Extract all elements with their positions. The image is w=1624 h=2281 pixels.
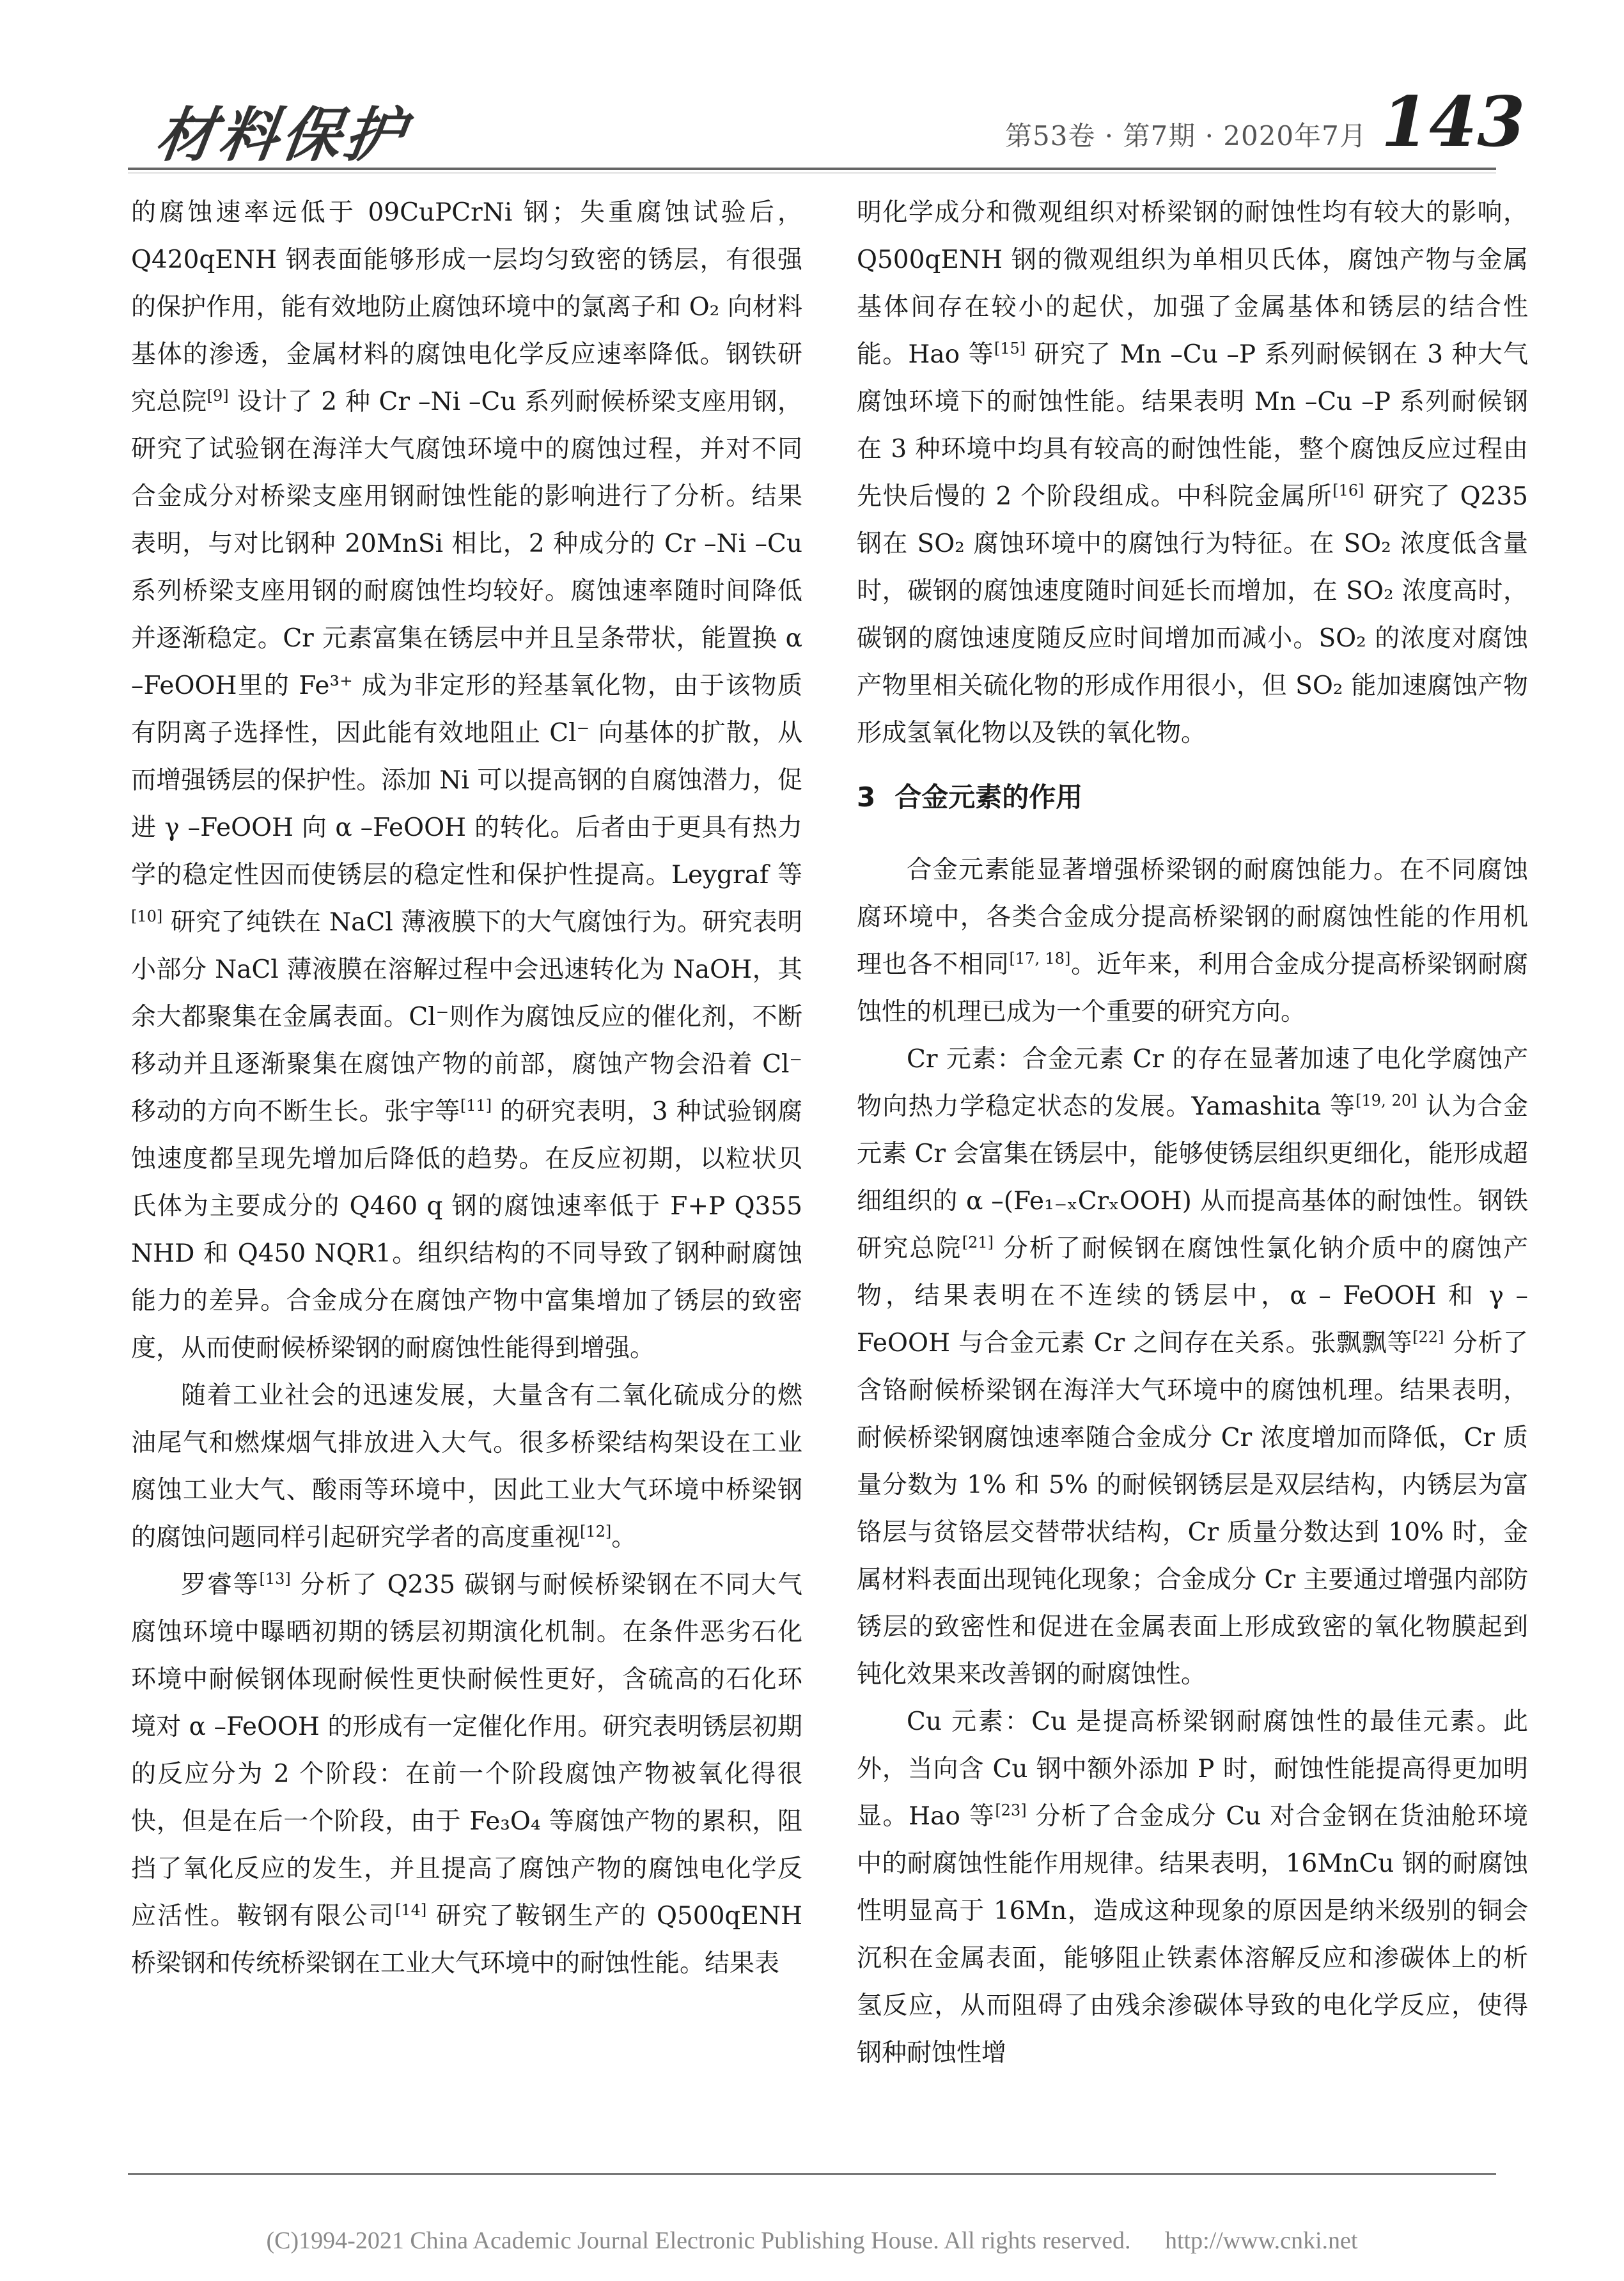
journal-logo: 材料保护	[152, 101, 412, 169]
citation[interactable]: [23]	[995, 1801, 1027, 1819]
citation[interactable]: [16]	[1332, 482, 1364, 499]
section-heading	[857, 774, 1528, 821]
page-footer	[0, 2227, 1624, 2255]
issue-info: 第53卷 · 第7期 · 2020年7月	[1005, 120, 1367, 152]
paragraph: 的腐蚀速率远低于 09CuPCrNi 钢；失重腐蚀试验后，Q420qENH 钢表面能够形成一层均匀致密的锈层，有很强的保护作用，能有效地防止腐蚀环境中的氯离子和 O₂ 向材料基体的渗透，金属材料的腐蚀电化学反应速率降低。钢铁研究总院[9] 设计了 2 种 Cr –Ni –Cu 系列耐候桥梁支座用钢，研究了试验钢在海洋大气腐蚀环境中的腐蚀过程，并对不同合金成分对桥梁支座用钢耐蚀性能的影响进行了分析。结果表明，与对比钢种 20MnSi 相比，2 种成分的 Cr –Ni –Cu 系列桥梁支座用钢的耐腐蚀性均较好。腐蚀速率随时间降低并逐渐稳定。Cr 元素富集在锈层中并且呈条带状，能置换 α –FeOOH里的 Fe³⁺ 成为非定形的羟基氧化物，由于该物质有阴离子选择性，因此能有效地阻止 Cl⁻ 向基体的扩散，从而增强锈层的保护性。添加 Ni 可以提高钢的自腐蚀潜力，促进 γ –FeOOH 向 α –FeOOH 的转化。后者由于更具有热力学的稳定性因而使锈层的稳定性和保护性提高。Leygraf 等[10] 研究了纯铁在 NaCl 薄液膜下的大气腐蚀行为。研究表明小部分 NaCl 薄液膜在溶解过程中会迅速转化为 NaOH，其余大都聚集在金属表面。Cl⁻则作为腐蚀反应的催化剂，不断移动并且逐渐聚集在腐蚀产物的前部，腐蚀产物会沿着 Cl⁻ 移动的方向不断生长。张宇等[11] 的研究表明，3 种试验钢腐蚀速度都呈现先增加后降低的趋势。在反应初期，以粒状贝氏体为主要成分的 Q460 q 钢的腐蚀速率低于 F+P Q355 NHD 和 Q450 NQR1。组织结构的不同导致了钢种耐腐蚀能力的差异。合金成分在腐蚀产物中富集增加了锈层的致密度，从而使耐候桥梁钢的耐腐蚀性能得到增强。	[131, 198, 802, 1363]
citation[interactable]: [19, 20]	[1355, 1092, 1417, 1109]
copyright-notice: (C)1994-2021 China Academic Journal Electronic Publishing House. All rights reserved.	[266, 2227, 1131, 2254]
citation[interactable]: [11]	[460, 1097, 492, 1115]
paragraph: 随着工业社会的迅速发展，大量含有二氧化硫成分的燃油尾气和燃煤烟气排放进入大气。很多桥梁结构架设在工业腐蚀工业大气、酸雨等环境中，因此工业大气环境中桥梁钢的腐蚀问题同样引起研究学者的高度重视[12]。	[131, 1381, 802, 1552]
paragraph: 罗睿等[13] 分析了 Q235 碳钢与耐候桥梁钢在不同大气腐蚀环境中曝晒初期的锈层初期演化机制。在条件恶劣石化环境中耐候钢体现耐候性更快耐候性更好，含硫高的石化环境对 α –FeOOH 的形成有一定催化作用。研究表明锈层初期的反应分为 2 个阶段：在前一个阶段腐蚀产物被氧化得很快，但是在后一个阶段，由于 Fe₃O₄ 等腐蚀产物的累积，阻挡了氧化反应的发生，并且提高了腐蚀产物的腐蚀电化学反应活性。鞍钢有限公司[14] 研究了鞍钢生产的 Q500qENH 桥梁钢和传统桥梁钢在工业大气环境中的耐蚀性能。结果表	[131, 1570, 802, 1978]
section-number: 3	[857, 781, 876, 813]
paragraph: 合金元素能显著增强桥梁钢的耐腐蚀能力。在不同腐蚀腐环境中，各类合金成分提高桥梁钢的耐腐蚀性能的作用机理也各不相同[17, 18]。近年来，利用合金成分提高桥梁钢耐腐蚀性的机理已成为一个重要的研究方向。	[857, 856, 1528, 1026]
header-rule	[128, 168, 1496, 170]
citation[interactable]: [22]	[1412, 1328, 1444, 1346]
page-number: 143	[1381, 82, 1526, 162]
citation[interactable]: [21]	[962, 1234, 994, 1251]
citation[interactable]: [9]	[207, 387, 229, 405]
page-header	[0, 0, 1624, 169]
citation[interactable]: [10]	[131, 907, 163, 925]
paragraph: Cr 元素：合金元素 Cr 的存在显著加速了电化学腐蚀产物向热力学稳定状态的发展。Yamashita 等[19, 20] 认为合金元素 Cr 会富集在锈层中，能够使锈层组织更细化，能形成超细组织的 α –(Fe₁₋ₓCrₓOOH) 从而提高基体的耐蚀性。钢铁研究总院[21] 分析了耐候钢在腐蚀性氯化钠介质中的腐蚀产物，结果表明在不连续的锈层中，α – FeOOH 和 γ – FeOOH 与合金元素 Cr 之间存在关系。张飘飘等[22] 分析了含铬耐候桥梁钢在海洋大气环境中的腐蚀机理。结果表明，耐候桥梁钢腐蚀速率随合金成分 Cr 浓度增加而降低，Cr 质量分数为 1% 和 5% 的耐候钢锈层是双层结构，内锈层为富铬层与贫铬层交替带状结构，Cr 质量分数达到 10% 时，金属材料表面出现钝化现象；合金成分 Cr 主要通过增强内部防锈层的致密性和促进在金属表面上形成致密的氧化物膜起到钝化效果来改善钢的耐腐蚀性。	[857, 1045, 1528, 1689]
cnki-link[interactable]: http://www.cnki.net	[1164, 2227, 1358, 2254]
citation[interactable]: [14]	[394, 1901, 427, 1919]
paragraph: 明化学成分和微观组织对桥梁钢的耐蚀性均有较大的影响，Q500qENH 钢的微观组织为单相贝氏体，腐蚀产物与金属基体间存在较小的起伏，加强了金属基体和锈层的结合性能。Hao 等[15] 研究了 Mn –Cu –P 系列耐候钢在 3 种大气腐蚀环境下的耐蚀性能。结果表明 Mn –Cu –P 系列耐候钢在 3 种环境中均具有较高的耐蚀性能，整个腐蚀反应过程由先快后慢的 2 个阶段组成。中科院金属所[16] 研究了 Q235 钢在 SO₂ 腐蚀环境中的腐蚀行为特征。在 SO₂ 浓度低含量时，碳钢的腐蚀速度随时间延长而增加，在 SO₂ 浓度高时，碳钢的腐蚀速度随反应时间增加而减小。SO₂ 的浓度对腐蚀产物里相关硫化物的形成作用很小，但 SO₂ 能加速腐蚀产物形成氢氧化物以及铁的氧化物。	[857, 198, 1529, 748]
paragraph: Cu 元素：Cu 是提高桥梁钢耐腐蚀性的最佳元素。此外，当向含 Cu 钢中额外添加 P 时，耐蚀性能提高得更加明显。Hao 等[23] 分析了合金成分 Cu 对合金钢在货油舱环境中的耐腐蚀性能作用规律。结果表明，16MnCu 钢的耐腐蚀性明显高于 16Mn，造成这种现象的原因是纳米级别的铜会沉积在金属表面，能够阻止铁素体溶解反应和渗碳体上的析氢反应，从而阻碍了由残余渗碳体导致的电化学反应，使得钢种耐蚀性增	[857, 1707, 1529, 2067]
citation[interactable]: [17, 18]	[1009, 950, 1071, 968]
citation[interactable]: [15]	[994, 340, 1026, 357]
left-column	[131, 189, 802, 1987]
section-title: 合金元素的作用	[894, 781, 1083, 813]
citation[interactable]: [12]	[580, 1523, 612, 1540]
citation[interactable]: [13]	[259, 1570, 291, 1588]
right-column	[857, 189, 1528, 2077]
footer-rule	[128, 2173, 1496, 2175]
